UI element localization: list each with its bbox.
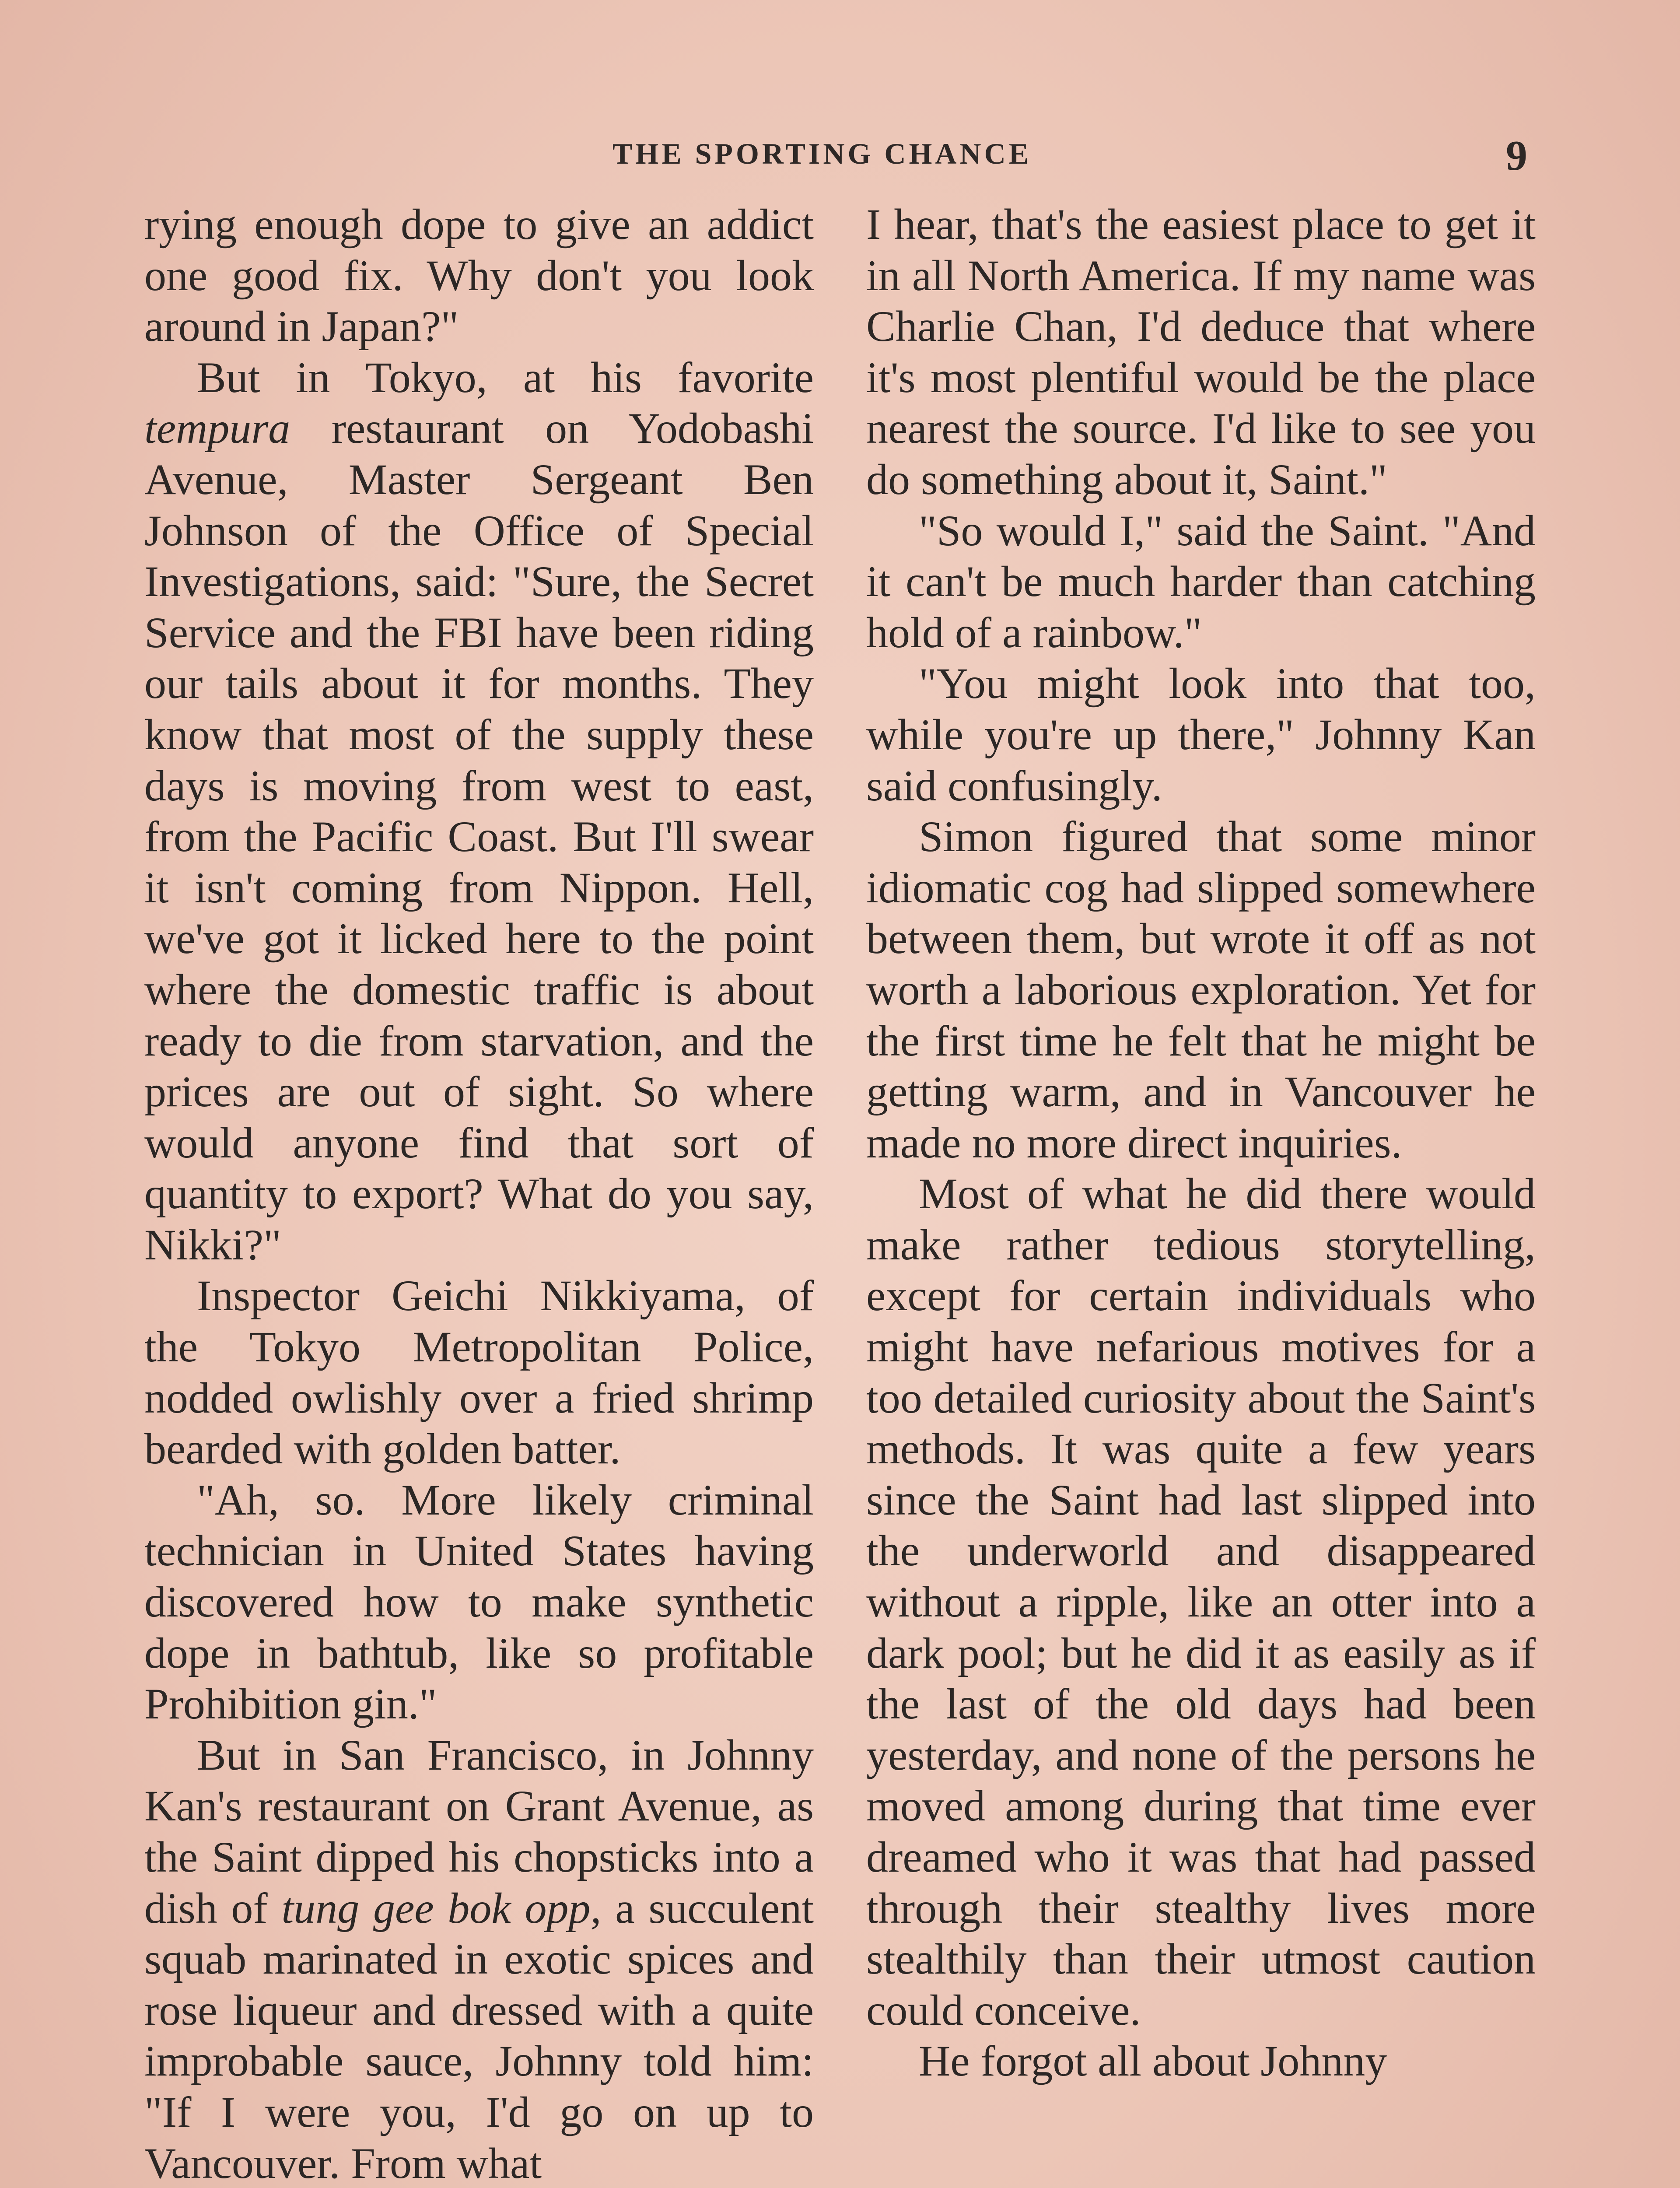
- paragraph: Inspector Geichi Nikkiyama, of the Tokyo Metropolitan Police, nodded owlishly over a fried shrimp bearded with golden batter.: [144, 1271, 814, 1473]
- paragraph: He forgot all about Johnny: [919, 2037, 1387, 2086]
- paragraph: Most of what he did there would make rather tedious storytelling, except for certain individuals who might have nefarious motives for a too detailed curiosity about the Saint's methods. It was quite a few years since the Saint had last slipped into the underworld and disappeared without a ripple, like an otter into a dark pool; but he did it as easily as if the last of the old days had been yesterday, and none of the persons he moved among during that time ever dreamed who it was that had passed through their stealthy lives more stealthily than their utmost caution could conceive.: [866, 1169, 1536, 2034]
- paragraph: But in Tokyo, at his favorite tempura restaurant on Yodobashi Avenue, Master Sergeant Ben Johnson of the Office of Special Investigations, said: "Sure, the Secret Service and the FBI have been riding our tails about it for months. They know that most of the supply these days is moving from west to east, from the Pacific Coast. But I'll swear it isn't coming from Nippon. Hell, we've got it licked here to the point where the domestic traffic is about ready to die from starvation, and the prices are out of sight. So where would anyone find that sort of quantity to export? What do you say, Nikki?": [144, 353, 814, 1269]
- left-column: [144, 199, 814, 2188]
- right-column: [866, 199, 1536, 2087]
- running-head: [0, 131, 1680, 184]
- paragraph: I hear, that's the easiest place to get it in all North America. If my name was Charlie Chan, I'd deduce that where it's most plentiful would be the place nearest the source. I'd like to see you do something about it, Saint.": [866, 200, 1536, 504]
- paragraph: "So would I," said the Saint. "And it can't be much harder than catching hold of a rainbow.": [866, 506, 1536, 657]
- paragraph: Simon figured that some minor idiomatic cog had slipped somewhere between them, but wrote it off as not worth a laborious exploration. Yet for the first time he felt that he might be getting warm, and in Vancouver he made no more direct inquiries.: [866, 812, 1536, 1167]
- italic-term: tung gee bok opp,: [281, 1883, 602, 1932]
- paragraph: But in San Francisco, in Johnny Kan's restaurant on Grant Avenue, as the Saint dipped his chopsticks into a dish of tung gee bok opp, a succulent squab marinated in exotic spices and rose liqueur and dressed with a quite improbable sauce, Johnny told him: "If I were you, I'd go on up to Vancouver. From what: [144, 1730, 814, 2188]
- paragraph: "Ah, so. More likely criminal technician in United States having discovered how to make synthetic dope in bathtub, like so profitable Prohibition gin.": [144, 1475, 814, 1729]
- paragraph: rying enough dope to give an addict one good fix. Why don't you look around in Japan?": [144, 200, 814, 351]
- running-title: THE SPORTING CHANCE: [612, 137, 1032, 170]
- italic-term: tempura: [144, 404, 290, 453]
- page-number: 9: [1506, 132, 1527, 179]
- paragraph: "You might look into that too, while you're up there," Johnny Kan said confusingly.: [866, 659, 1536, 810]
